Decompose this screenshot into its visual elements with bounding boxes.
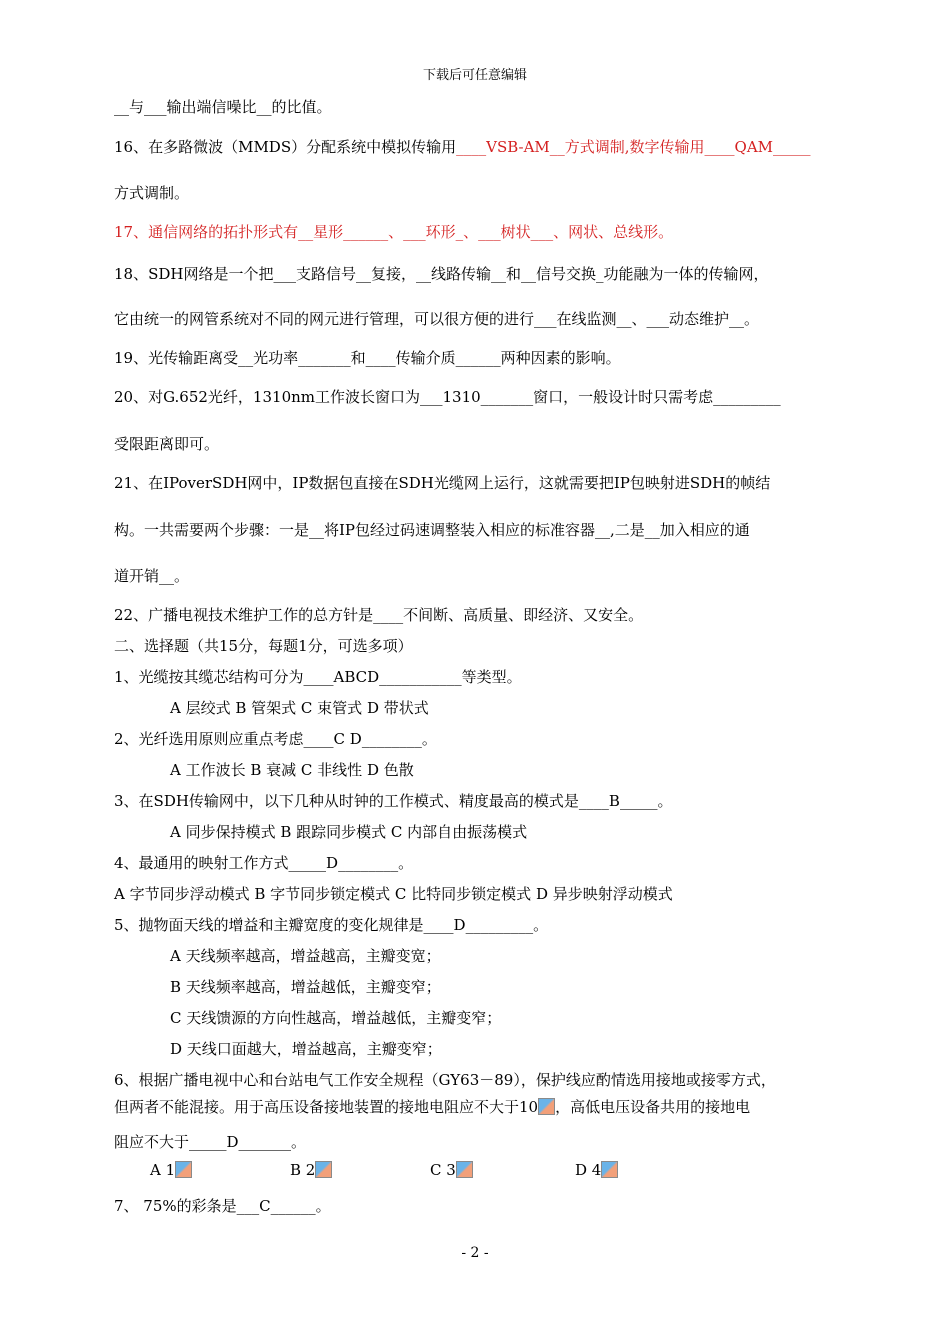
text-line <box>114 520 750 540</box>
broken-image-icon <box>315 1161 332 1178</box>
text-line <box>170 946 441 966</box>
text-segment: A 层绞式 B 管架式 C 束管式 D 带状式 <box>170 699 429 717</box>
text-segment: 3、在SDH传输网中，以下几种从时钟的工作模式、精度最高的模式是____B_____。 <box>114 792 673 810</box>
text-line <box>114 434 219 454</box>
text-segment: 它由统一的网管系统对不同的网元进行管理，可以很方便的进行___在线监测__、___动态维护__。 <box>114 310 760 328</box>
text-segment: 22、广播电视技术维护工作的总方针是____不间断、高质量、即经济、又安全。 <box>114 606 644 624</box>
text-segment: 4、最通用的映射工作方式_____D________。 <box>114 854 414 872</box>
text-segment: D 天线口面越大，增益越高，主瓣变窄； <box>170 1040 442 1058</box>
text-segment: B 天线频率越高，增益越低，主瓣变窄； <box>170 978 441 996</box>
broken-image-icon <box>538 1098 555 1115</box>
text-segment: 5、抛物面天线的增益和主瓣宽度的变化规律是____D_________。 <box>114 916 549 934</box>
option-text: A 1 <box>150 1161 176 1179</box>
text-segment: A 字节同步浮动模式 B 字节同步锁定模式 C 比特同步锁定模式 D 异步映射浮动模式 <box>114 885 673 903</box>
text-line <box>114 1132 306 1152</box>
text-segment: 20、对G.652光纤，1310nm工作波长窗口为___1310_______窗口，一般设计时只需考虑_________ <box>114 388 781 406</box>
text-line <box>170 1008 501 1028</box>
text-line <box>114 667 522 687</box>
text-segment: 道开销__。 <box>114 567 190 585</box>
text-segment: 但两者不能混接。用于高压设备接地装置的接地电阻应不大于10 <box>114 1098 539 1116</box>
text-segment: 方式调制。 <box>114 184 190 202</box>
text-segment: __与___输出端信噪比__的比值。 <box>114 98 332 116</box>
broken-image-icon <box>175 1161 192 1178</box>
page-number: - 2 - <box>461 1245 489 1261</box>
text-line <box>114 264 768 284</box>
text-segment: 受限距离即可。 <box>114 435 220 453</box>
text-segment: 19、光传输距离受__光功率_______和____传输介质______两种因素的影响。 <box>114 349 621 367</box>
option-line <box>430 1160 473 1180</box>
text-line <box>114 729 437 749</box>
option-text: C 3 <box>430 1161 456 1179</box>
text-segment: 二、选择题（共15分，每题1分，可选多项） <box>114 637 413 655</box>
text-line <box>114 791 672 811</box>
text-segment: 构。一共需要两个步骤：一是__将IP包经过码速调整装入相应的标准容器__,二是__加入相应的通 <box>114 521 750 539</box>
text-line <box>114 473 770 493</box>
text-segment: 7、 75%的彩条是___C______。 <box>114 1197 331 1215</box>
text-line <box>114 137 811 157</box>
text-line <box>114 1097 750 1117</box>
text-segment: 阻应不大于_____D_______。 <box>114 1133 307 1151</box>
text-segment: ____VSB-AM__方式调制,数字传输用____QAM_____ <box>456 138 811 156</box>
text-line <box>170 822 527 842</box>
text-line <box>114 387 781 407</box>
text-line <box>170 977 441 997</box>
text-line <box>170 760 414 780</box>
text-line <box>114 853 413 873</box>
text-segment: 1、光缆按其缆芯结构可分为____ABCD___________等类型。 <box>114 668 522 686</box>
text-segment: ，高低电压设备共用的接地电 <box>555 1098 751 1116</box>
text-segment: A 天线频率越高，增益越高，主瓣变宽； <box>170 947 441 965</box>
text-line <box>114 348 621 368</box>
option-line <box>575 1160 618 1180</box>
text-segment: 17、通信网络的拓扑形式有__星形______、___环形_、___树状___、网状、总线形。 <box>114 223 674 241</box>
text-line <box>114 884 673 904</box>
text-line <box>114 309 759 329</box>
text-line <box>170 698 429 718</box>
text-segment: 6、根据广播电视中心和台站电气工作安全规程（GY63－89），保护线应酌情选用接地或接零方式， <box>114 1071 776 1089</box>
text-line <box>114 605 643 625</box>
text-segment: 18、SDH网络是一个把___支路信号__复接，__线路传输__和__信号交换_功能融为一体的传输网， <box>114 265 769 283</box>
text-line <box>114 222 673 242</box>
text-segment: C 天线馈源的方向性越高，增益越低，主瓣变窄； <box>170 1009 502 1027</box>
text-segment: A 工作波长 B 衰减 C 非线性 D 色散 <box>170 761 414 779</box>
text-line <box>114 183 189 203</box>
text-segment: 16、在多路微波（MMDS）分配系统中模拟传输用 <box>114 138 457 156</box>
option-line <box>150 1160 192 1180</box>
text-line <box>114 636 413 656</box>
text-segment: A 同步保持模式 B 跟踪同步模式 C 内部自由振荡模式 <box>170 823 528 841</box>
option-text: D 4 <box>575 1161 602 1179</box>
text-line <box>114 1196 331 1216</box>
text-segment: 21、在IPoverSDH网中，IP数据包直接在SDH光缆网上运行，这就需要把IP包映射进SDH的帧结 <box>114 474 771 492</box>
text-line <box>114 915 548 935</box>
broken-image-icon <box>456 1161 473 1178</box>
page-header: 下载后可任意编辑 <box>422 68 527 83</box>
text-line <box>170 1039 442 1059</box>
text-segment: 2、光纤选用原则应重点考虑____C D________。 <box>114 730 437 748</box>
broken-image-icon <box>601 1161 618 1178</box>
option-text: B 2 <box>290 1161 316 1179</box>
text-line <box>114 1070 776 1090</box>
text-line <box>114 97 332 117</box>
option-line <box>290 1160 332 1180</box>
text-line <box>114 566 189 586</box>
